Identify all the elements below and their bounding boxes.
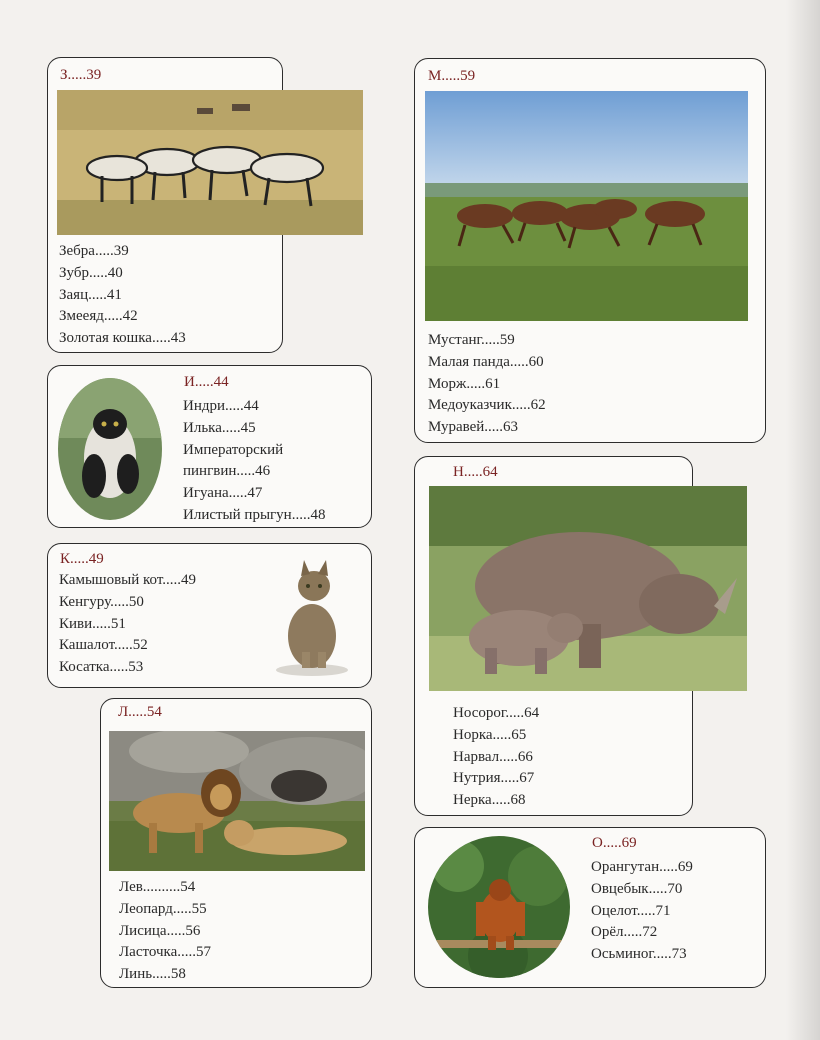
list-item: Змееяд.....42 — [59, 308, 138, 325]
list-item: пингвин.....46 — [183, 463, 271, 480]
section-n-list — [453, 703, 539, 812]
list-item: Муравей.....63 — [428, 419, 519, 436]
section-m-header: М.....59 — [428, 68, 476, 84]
lion-photo — [109, 731, 365, 871]
list-item: Леопард.....55 — [119, 900, 207, 917]
list-item: Императорский — [183, 441, 284, 458]
list-item: Норка.....65 — [453, 726, 527, 743]
section-i-list — [183, 396, 325, 527]
list-item: Илька.....45 — [183, 419, 256, 436]
list-item: Нерка.....68 — [453, 792, 526, 809]
list-item: Медоуказчик.....62 — [428, 397, 546, 414]
section-n-header: Н.....64 — [453, 464, 498, 480]
section-z-list — [59, 241, 186, 350]
list-item: Кенгуру.....50 — [59, 593, 144, 610]
list-item: Овцебык.....70 — [591, 880, 683, 897]
list-item: Нутрия.....67 — [453, 770, 535, 787]
list-item: Орангутан.....69 — [591, 859, 693, 875]
list-item: Косатка.....53 — [59, 659, 144, 676]
rhino-photo — [429, 486, 747, 691]
section-k-header: К.....49 — [60, 551, 104, 567]
list-item: Игуана.....47 — [183, 485, 263, 502]
zebra-photo — [57, 90, 363, 235]
list-item: Киви.....51 — [59, 615, 126, 632]
section-i-header: И.....44 — [184, 374, 229, 390]
list-item: Нарвал.....66 — [453, 748, 533, 765]
list-item: Морж.....61 — [428, 375, 501, 392]
list-item: Малая панда.....60 — [428, 353, 544, 370]
list-item: Носорог.....64 — [453, 705, 540, 721]
list-item: Камышовый кот.....49 — [59, 572, 197, 588]
list-item: Лисица.....56 — [119, 922, 201, 939]
section-o-header: О.....69 — [592, 835, 637, 851]
jungle-cat-photo — [268, 556, 354, 678]
list-item: Осьминог.....73 — [591, 946, 687, 963]
list-item: Илистый прыгун.....48 — [183, 506, 326, 523]
list-item: Заяц.....41 — [59, 286, 122, 303]
list-item: Зубр.....40 — [59, 264, 123, 281]
section-k-list — [59, 570, 196, 679]
list-item: Орёл.....72 — [591, 924, 658, 941]
orangutan-photo — [428, 836, 570, 978]
section-z-header: З.....39 — [60, 67, 102, 83]
list-item: Индри.....44 — [183, 398, 259, 414]
list-item: Линь.....58 — [119, 966, 186, 983]
section-l-list — [119, 877, 211, 986]
list-item: Ласточка.....57 — [119, 944, 211, 961]
page-edge-shadow — [786, 0, 820, 1040]
section-l-header: Л.....54 — [118, 704, 162, 720]
mustang-photo — [425, 91, 748, 321]
indri-photo — [58, 378, 162, 520]
list-item: Лев..........54 — [119, 879, 196, 895]
list-item: Зебра.....39 — [59, 243, 129, 259]
section-m-list — [428, 330, 546, 439]
list-item: Кашалот.....52 — [59, 637, 148, 654]
list-item: Мустанг.....59 — [428, 332, 515, 348]
section-o-list — [591, 857, 693, 966]
list-item: Оцелот.....71 — [591, 902, 671, 919]
list-item: Золотая кошка.....43 — [59, 330, 186, 347]
